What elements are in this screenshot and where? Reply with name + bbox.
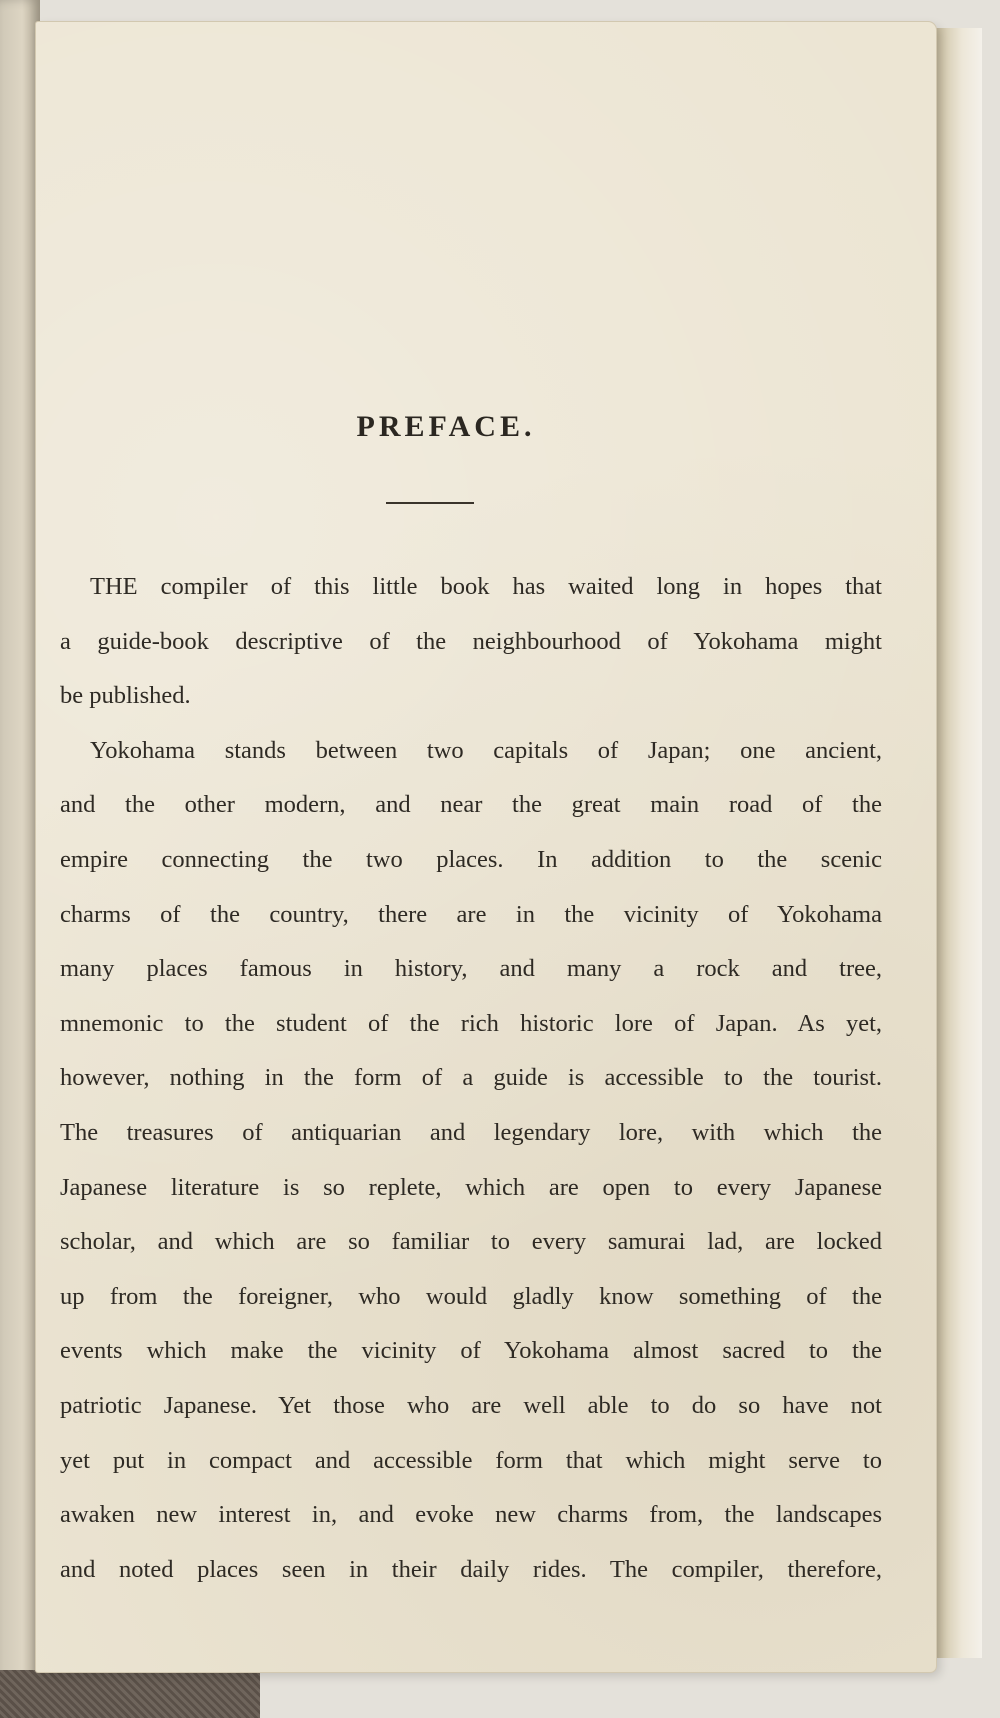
text-line: mnemonic to the student of the rich historic lore of Japan. As yet, [60,1009,882,1037]
text-line: yet put in compact and accessible form that which might serve to [60,1446,882,1474]
text-line: patriotic Japanese. Yet those who are well able to do so have not [60,1391,882,1419]
text-line: charms of the country, there are in the vicinity of Yokohama [60,900,882,928]
text-line: THE compiler of this little book has waited long in hopes that [90,573,882,600]
text-line: be published. [60,682,191,710]
preface-heading-wrap [296,410,596,444]
preface-body [60,560,882,1597]
text-line: The treasures of antiquarian and legendary lore, with which the [60,1118,882,1146]
text-line: events which make the vicinity of Yokohama almost sacred to the [60,1337,882,1365]
text-line: scholar, and which are so familiar to every samurai lad, are locked [60,1228,882,1256]
heading-rule [386,502,474,504]
book-page [36,22,936,1672]
text-line: up from the foreigner, who would gladly know something of the [60,1282,882,1310]
text-line: a guide-book descriptive of the neighbourhood of Yokohama might [60,627,882,655]
text-line: empire connecting the two places. In addition to the scenic [60,845,882,873]
text-line: and noted places seen in their daily rides. The compiler, therefore, [60,1555,882,1583]
text-line: many places famous in history, and many a rock and tree, [60,955,882,983]
text-line: and the other modern, and near the great main road of the [60,791,882,819]
preface-heading: PREFACE. [356,410,536,443]
text-line: Yokohama stands between two capitals of Japan; one ancient, [90,736,882,764]
text-line: Japanese literature is so replete, which are open to every Japanese [60,1173,882,1201]
page-stack-edge [930,28,982,1658]
text-line: awaken new interest in, and evoke new charms from, the landscapes [60,1501,882,1529]
book-cloth-binding [0,1670,260,1718]
facing-page-edge [0,0,40,1718]
text-line: however, nothing in the form of a guide is accessible to the tourist. [60,1064,882,1092]
